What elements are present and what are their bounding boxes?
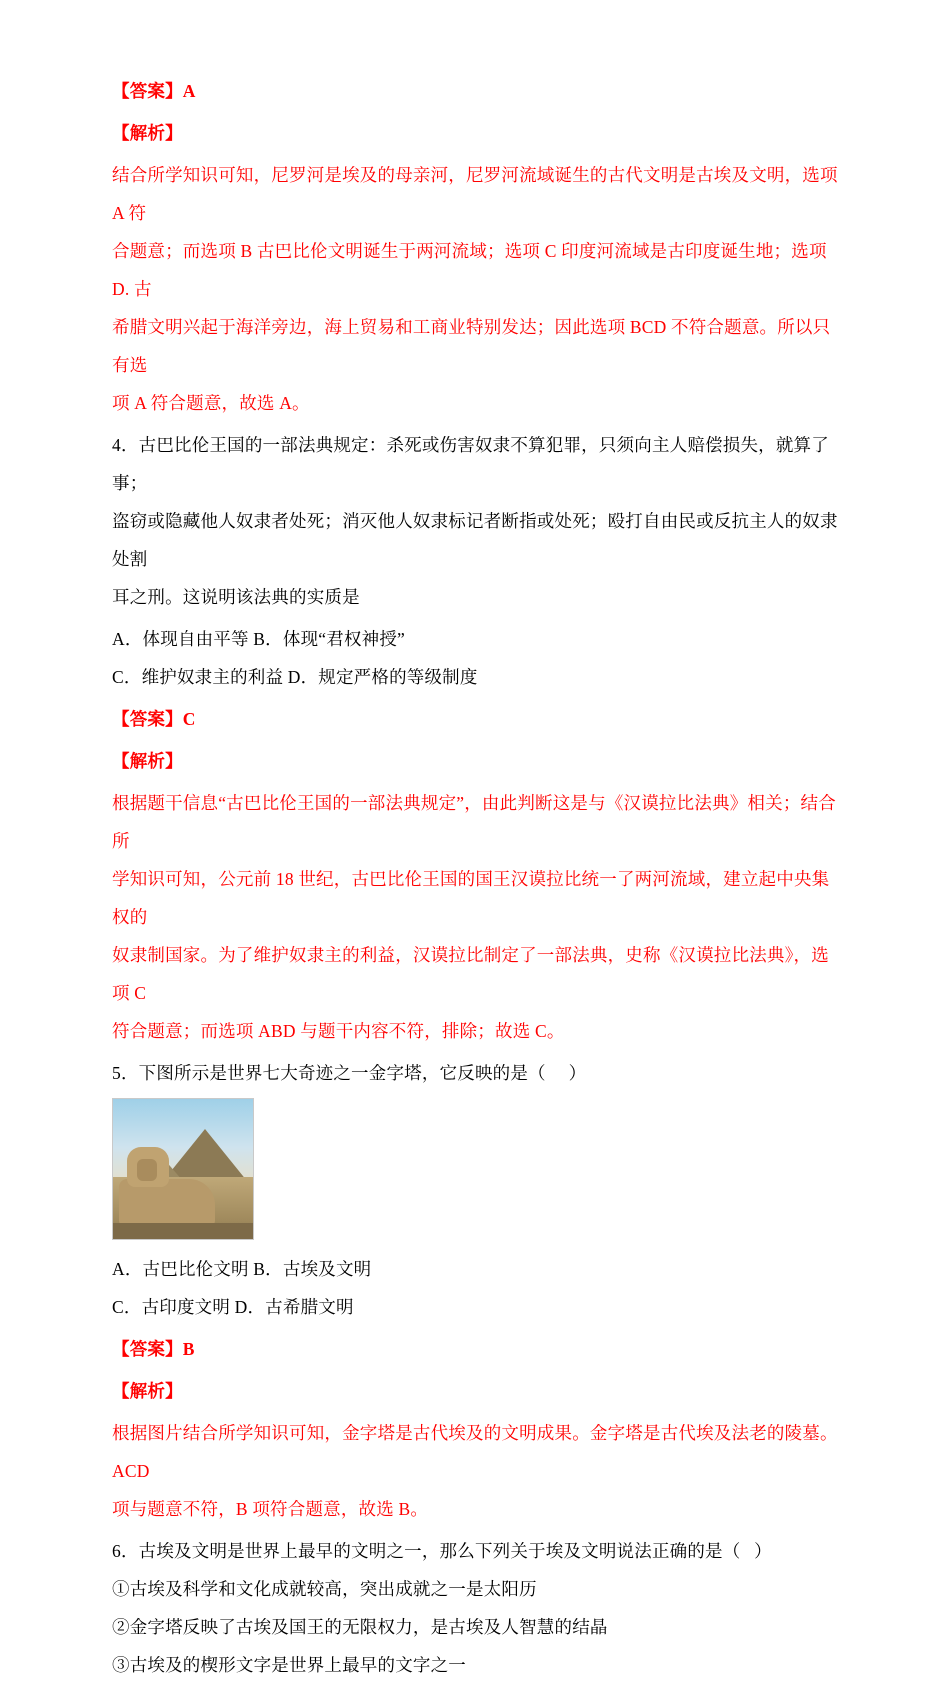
q5-option-row-1: A．古巴比伦文明 B．古埃及文明 xyxy=(112,1259,372,1279)
q3-analysis-line-1: 结合所学知识可知，尼罗河是埃及的母亲河，尼罗河流域诞生的古代文明是古埃及文明，选项 A 符 xyxy=(112,165,843,223)
q6-stem-line-1: 6．古埃及文明是世界上最早的文明之一，那么下列关于埃及文明说法正确的是（ ） xyxy=(112,1541,772,1561)
q4-analysis-label: 【解析】 xyxy=(112,751,183,771)
sphinx-face xyxy=(137,1159,157,1181)
q3-answer-line: 【答案】A xyxy=(112,81,196,101)
q4-analysis-line-1: 根据题干信息“古巴比伦王国的一部法典规定”，由此判断这是与《汉谟拉比法典》相关；结合所 xyxy=(112,793,836,851)
q4-option-row-1: A．体现自由平等 B．体现“君权神授” xyxy=(112,629,406,649)
q5-analysis-line-2: 项与题意不符，B 项符合题意，故选 B。 xyxy=(112,1499,429,1519)
foreground-shadow xyxy=(113,1223,253,1239)
q6-statement-3: ③古埃及的楔形文字是世界上最早的文字之一 xyxy=(112,1655,466,1675)
q5-stem-block xyxy=(112,1054,838,1092)
q4-option-row-2: C．维护奴隶主的利益 D．规定严格的等级制度 xyxy=(112,667,478,687)
q5-analysis-label-block xyxy=(112,1372,838,1410)
q4-stem-block xyxy=(112,426,838,616)
q6-statement-2: ②金字塔反映了古埃及国王的无限权力，是古埃及人智慧的结晶 xyxy=(112,1617,608,1637)
q4-stem-line-2: 盗窃或隐藏他人奴隶者处死；消灭他人奴隶标记者断指或处死；殴打自由民或反抗主人的奴隶处割 xyxy=(112,511,838,569)
q4-analysis-line-2: 学知识可知，公元前 18 世纪，古巴比伦王国的国王汉谟拉比统一了两河流域，建立起中央集权的 xyxy=(112,869,830,927)
q3-analysis-label-block xyxy=(112,114,838,152)
q3-analysis-label: 【解析】 xyxy=(112,123,183,143)
q5-answer-block xyxy=(112,1330,838,1368)
q4-options-block xyxy=(112,620,838,696)
q5-stem-line-1: 5．下图所示是世界七大奇迹之一金字塔，它反映的是（ ） xyxy=(112,1063,587,1083)
sphinx-and-pyramids-photo xyxy=(112,1098,254,1240)
q5-answer-line: 【答案】B xyxy=(112,1339,195,1359)
q3-answer-block xyxy=(112,72,838,110)
q3-analysis-line-3: 希腊文明兴起于海洋旁边，海上贸易和工商业特别发达；因此选项 BCD 不符合题意。所以只有选 xyxy=(112,317,831,375)
q5-option-row-2: C．古印度文明 D．古希腊文明 xyxy=(112,1297,354,1317)
q3-analysis-line-4: 项 A 符合题意，故选 A。 xyxy=(112,393,310,413)
q6-stem-block xyxy=(112,1532,838,1684)
q4-analysis-line-3: 奴隶制国家。为了维护奴隶主的利益，汉谟拉比制定了一部法典，史称《汉谟拉比法典》，选项 C xyxy=(112,945,829,1003)
q6-statement-1: ①古埃及科学和文化成就较高，突出成就之一是太阳历 xyxy=(112,1579,537,1599)
q5-analysis-line-1: 根据图片结合所学知识可知，金字塔是古代埃及的文明成果。金字塔是古代埃及法老的陵墓。ACD xyxy=(112,1423,838,1481)
q3-analysis-block xyxy=(112,156,843,422)
q4-stem-line-3: 耳之刑。这说明该法典的实质是 xyxy=(112,587,360,607)
q4-answer-line: 【答案】C xyxy=(112,709,196,729)
q5-analysis-label: 【解析】 xyxy=(112,1381,183,1401)
q4-analysis-line-4: 符合题意；而选项 ABD 与题干内容不符，排除；故选 C。 xyxy=(112,1021,565,1041)
q5-options-block xyxy=(112,1250,838,1326)
q4-analysis-block xyxy=(112,784,838,1050)
q4-stem-line-1: 4．古巴比伦王国的一部法典规定：杀死或伤害奴隶不算犯罪，只须向主人赔偿损失，就算了事； xyxy=(112,435,829,493)
q4-answer-block xyxy=(112,700,838,738)
q5-analysis-block xyxy=(112,1414,838,1528)
q4-analysis-label-block xyxy=(112,742,838,780)
q3-analysis-line-2: 合题意；而选项 B 古巴比伦文明诞生于两河流域；选项 C 印度河流域是古印度诞生地；选项 D. 古 xyxy=(112,241,832,299)
